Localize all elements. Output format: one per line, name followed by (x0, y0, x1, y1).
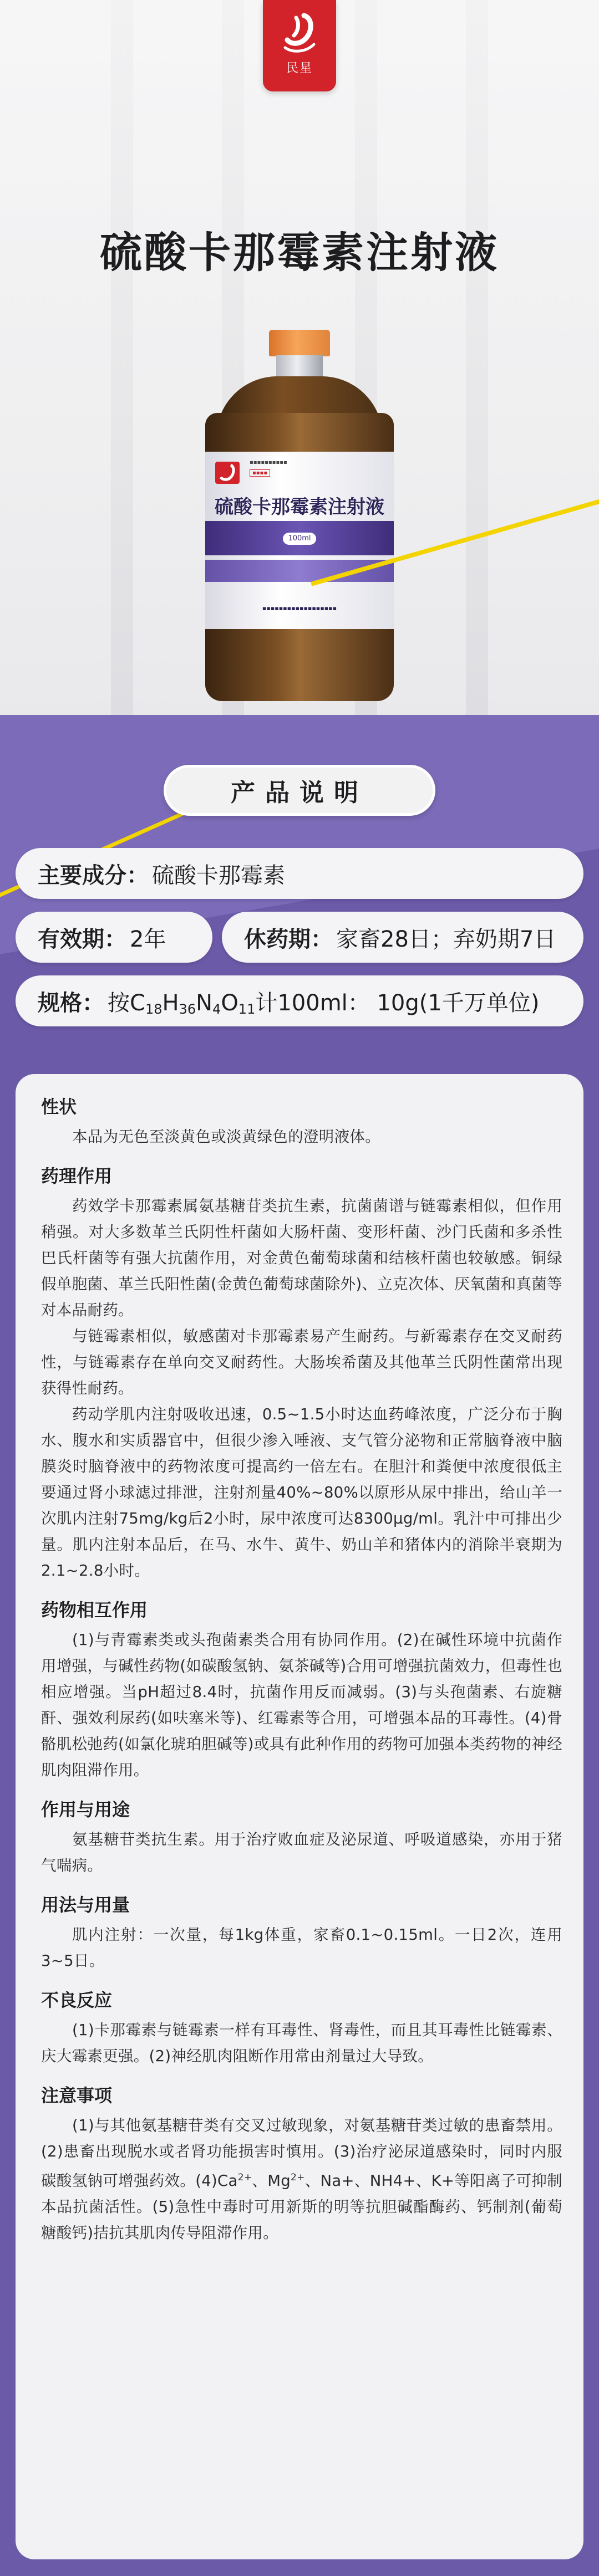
heading-use: 作用与用途 (41, 1799, 130, 1820)
brand-logo (263, 0, 336, 91)
text-notes: (1)与其他氨基糖苷类有交叉过敏现象，对氨基糖苷类过敏的患畜禁用。(2)患畜出现脱水或者肾功能损害时慎用。(3)治疗泌尿道感染时，同时内服碳酸氢钠可增强药效。$(4)Ca^{2+}$、$Mg^{2+}$、Na+、NH4+、K+等阳离子可抑制本品抗菌活性。(5)急性中毒时可用新斯的明等抗胆碱酯酶药、钙制剂(葡萄糖酸钙)拮抗其肌肉传导阻滞作用。 (41, 2117, 562, 2242)
brand-mark-icon (280, 12, 319, 57)
hero-section (0, 0, 599, 715)
spec-expiry (16, 912, 212, 963)
label-small-text-line: ▪▪▪▪▪▪▪▪▪▪ (250, 459, 287, 466)
text-use: 氨基糖苷类抗生素。用于治疗败血症及泌尿道、呼吸道感染，亦用于猪气喘病。 (41, 1831, 562, 1874)
brand-name: 民星 (286, 62, 313, 75)
label-logo-icon (215, 462, 240, 484)
text-dosage: 肌内注射：一次量，每1kg体重，家畜0.1~0.15ml。一日2次，连用3~5日。 (41, 1926, 562, 1970)
spec-specification-label: 规格： (38, 990, 104, 1016)
instructions-card (16, 1074, 583, 2559)
label-band-lower (205, 560, 394, 582)
section-title-banner (164, 765, 435, 816)
text-adverse: (1)卡那霉素与链霉素一样有耳毒性、肾毒性，而且其耳毒性比链霉素、庆大霉素更强。(2)神经肌肉阻断作用常由剂量过大导致。 (41, 2021, 562, 2065)
text-pharmacology-2: 与链霉素相似，敏感菌对卡那霉素易产生耐药。与新霉素存在交叉耐药性，与链霉素存在单向交叉耐药性。大肠埃希菌及其他革兰氏阴性菌常出现获得性耐药。 (41, 1327, 562, 1397)
product-title: 硫酸卡那霉素注射液 (100, 228, 499, 277)
text-properties: 本品为无色至淡黄色或淡黄绿色的澄明液体。 (72, 1128, 380, 1146)
spec-withdrawal (222, 912, 583, 963)
text-interactions: (1)与青霉素类或头孢菌素类合用有协同作用。(2)在碱性环境中抗菌作用增强，与碱性药物(如碳酸氢钠、氨茶碱等)合用可增强抗菌效力，但毒性也相应增强。当pH超过8.4时，抗菌作用反而减弱。(3)与头孢菌素、右旋糖酐、强效利尿药(如呋塞米等)、红霉素等合用，可增强本品的耳毒性。(4)骨骼肌松弛药(如氯化琥珀胆碱等)或具有此种作用的药物可加强本类药物的神经肌肉阻滞作用。 (41, 1631, 562, 1779)
label-product-name: 硫酸卡那霉素注射液 (215, 496, 384, 518)
heading-pharmacology: 药理作用 (41, 1166, 113, 1187)
spec-specification (16, 975, 583, 1026)
bottle-label (205, 452, 394, 629)
label-red-tag: ▪▪▪▪ (250, 469, 270, 477)
label-volume: 100ml (283, 533, 316, 545)
description-section (0, 715, 599, 2576)
spec-ingredient-label: 主要成分： (38, 862, 149, 888)
spec-ingredient-value: 硫酸卡那霉素 (152, 862, 285, 888)
spec-expiry-value: 2年 (130, 926, 166, 952)
spec-specification-value: 按$C_{18}H_{36}N_4O_{11}$计100ml： 10g(1千万单位) (108, 990, 540, 1017)
product-bottle-image (194, 330, 405, 712)
heading-adverse: 不良反应 (41, 1990, 113, 2011)
label-company-line: ▪▪▪▪▪▪▪▪▪▪▪▪▪▪▪▪▪▪ (262, 605, 337, 612)
text-pharmacology-1: 药效学卡那霉素属氨基糖苷类抗生素，抗菌菌谱与链霉素相似，但作用稍强。对大多数革兰氏阴性杆菌如大肠杆菌、变形杆菌、沙门氏菌和多杀性巴氏杆菌等有强大抗菌作用，对金黄色葡萄球菌和结核杆菌也较敏感。铜绿假单胞菌、革兰氏阳性菌(金黄色葡萄球菌除外)、立克次体、厌氧菌和真菌等对本品耐药。 (41, 1197, 562, 1319)
bottle-neck (276, 355, 323, 377)
bottle-cap (269, 330, 330, 356)
spec-withdrawal-label: 休药期： (244, 926, 333, 952)
heading-dosage: 用法与用量 (41, 1894, 130, 1915)
spec-ingredient (16, 848, 583, 899)
text-pharmacology-3: 药动学肌内注射吸收迅速，0.5~1.5小时达血药峰浓度，广泛分布于胸水、腹水和实质器官中，但很少渗入唾液、支气管分泌物和正常脑脊液中脑膜炎时脑脊液中的药物浓度可提高约一倍左右。在胆汁和粪便中浓度很低主要通过肾小球滤过排泄，注射剂量40%~80%以原形从尿中排出，给山羊一次肌内注射75mg/kg后2小时，尿中浓度可达8300μg/ml。乳汁中可排出少量。肌内注射本品后，在马、水牛、黄牛、奶山羊和猪体内的消除半衰期为2.1~2.8小时。 (41, 1405, 562, 1580)
section-title: 产品说明 (231, 779, 368, 807)
spec-withdrawal-value: 家畜28日；弃奶期7日 (336, 926, 556, 952)
spec-expiry-label: 有效期： (38, 926, 126, 952)
heading-interactions: 药物相互作用 (41, 1599, 148, 1621)
heading-notes: 注意事项 (41, 2085, 113, 2106)
heading-properties: 性状 (41, 1096, 77, 1117)
